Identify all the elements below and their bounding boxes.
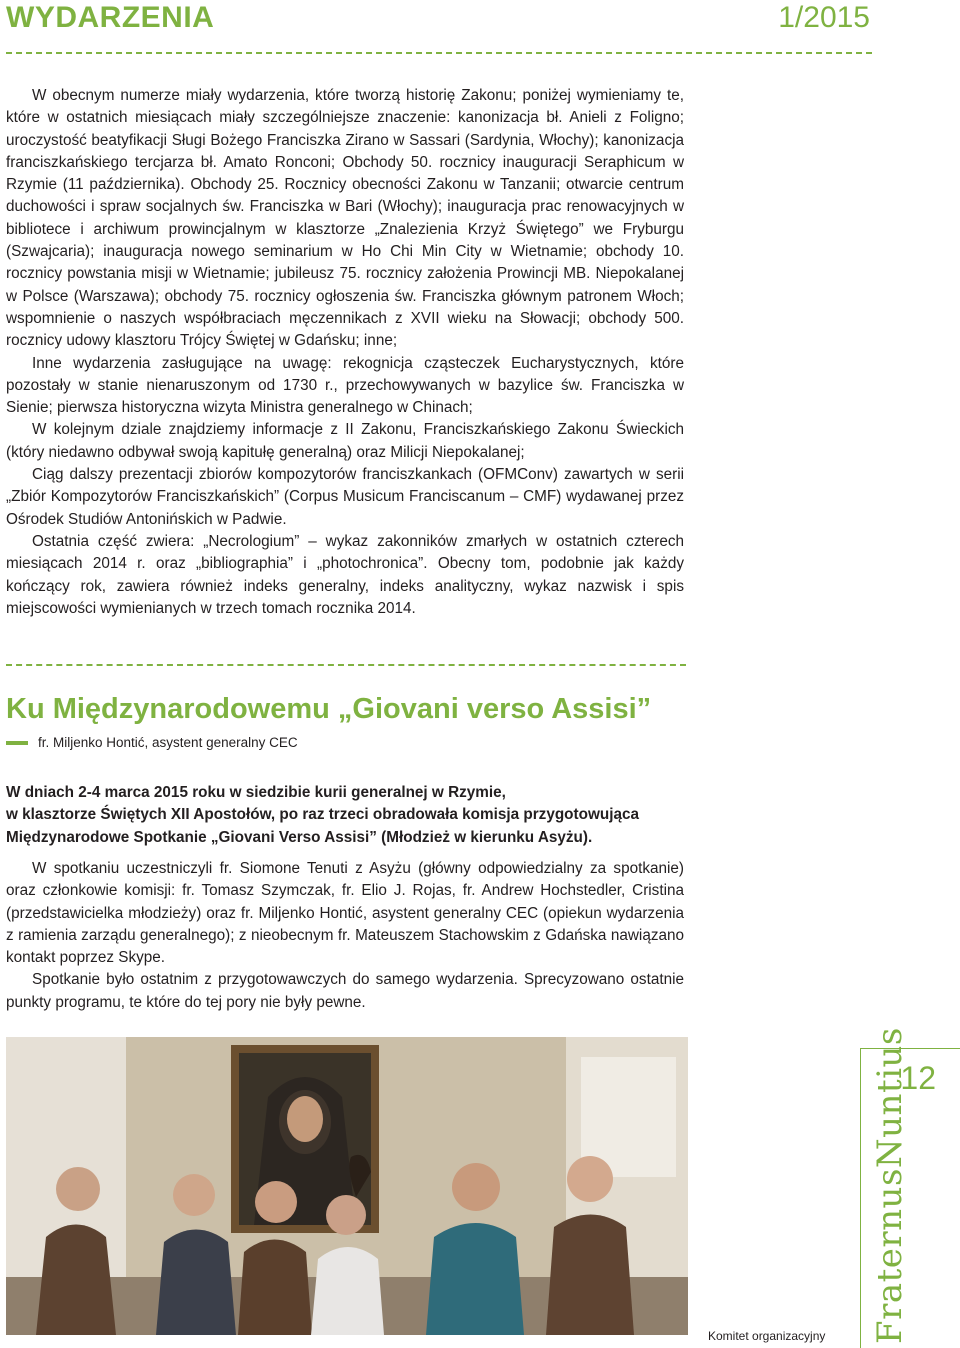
lead-line: Międzynarodowe Spotkanie „Giovani Verso Assisi” (Młodzież w kierunku Asyżu).: [6, 828, 593, 846]
intro-paragraph: Ciąg dalszy prezentacji zbiorów kompozytorów franciszkankach (OFMConv) zawartych w serii „Zbiór Kompozytorów Franciszkańskich” (Corpus Musicum Franciscanum – CMF) wydawanej przez Ośrodek Studiów Antonińskich w Padwie.: [6, 466, 684, 528]
article-paragraph: Spotkanie było ostatnim z przygotowawczych do samego wydarzenia. Sprecyzowano ostatnie punkty programu, te które do tej pory nie były pewne.: [6, 971, 684, 1011]
magazine-title-part1: Fraternus: [870, 1168, 910, 1344]
article-paragraph: W spotkaniu uczestniczyli fr. Siomone Tenuti z Asyżu (główny odpowiedzialny za spotkanie) oraz członkowie komisji: fr. Tomasz Szymczak, fr. Elio J. Rojas, fr. Andrew Hochstedler, Cristina (przedstawicielka młodzieży) oraz fr. Miljenko Hontić, asystent generalny CEC (opiekun wydarzenia z ramienia zarządu generalnego); z nieobecnym fr. Mateuszem Stachowskim z Gdańska nawiązano kontakt poprzez Skype.: [6, 860, 684, 967]
top-divider: [6, 52, 872, 54]
lead-line: W dniach 2-4 marca 2015 roku w siedzibie kurii generalnej w Rzymie,: [6, 784, 506, 801]
intro-paragraph: W obecnym numerze miały wydarzenia, które tworzą historię Zakonu; poniżej wymieniamy te, które w ostatnich miesiącach miały szczególniejsze znaczenie: kanonizacja bł. Anieli z Foligno; uroczystość beatyfikacji Sługi Bożego Franciszka Zirano w Sassari (Sardynia, Włochy); kanonizacja franciszkańskiego tercjarza bł. Amato Ronconi; Obchody 50. rocznicy inauguracji Seraphicum w Rzymie (11 października). Obchody 25. Rocznicy obecności Zakonu w Tanzanii; otwarcie centrum duchowości i spraw socjalnych św. Franciszka w Bari (Włochy); inauguracja prac renowacyjnych w bibliotece i archiwum prowincjalnym w klasztorze „Znalezienia Krzyż Świętego” we Fryburgu (Szwajcaria); inauguracja nowego seminarium w Ho Chi Min City w Wietnamie; obchody 10. rocznicy powstania misji w Wietnamie; jubileusz 75. rocznicy założenia Prowincji MB. Niepokalanej w Polsce (Warszawa); obchody 75. rocznicy ogłoszenia św. Franciszka głównym patronem Włoch; wspomnienie o naszych współbraciach męczennikach z XVII wieku na Słowacji; obchody 500. rocznicy udowy klasztoru Trójcy Świętej w Gdańsku; inne;: [6, 87, 684, 350]
section-divider: [6, 664, 686, 666]
article-body: [6, 858, 684, 1014]
intro-paragraph: W kolejnym dziale znajdziemy informacje z II Zakonu, Franciszkańskiego Zakonu Świeckich (który niedawno odbywał swoją kapitułę generalną) oraz Milicji Niepokalanej;: [6, 421, 684, 461]
issue-number: 1/2015: [778, 1, 870, 34]
article-byline: fr. Miljenko Hontić, asystent generalny CEC: [38, 735, 298, 750]
page-number: 12: [900, 1060, 936, 1096]
sidebar-rule-vertical: [860, 1048, 861, 1348]
group-photo: [6, 1037, 688, 1335]
section-title: WYDARZENIA: [6, 1, 215, 34]
magazine-title-part2: Nuntius: [870, 1027, 910, 1169]
intro-text: [6, 85, 684, 620]
intro-paragraph: Inne wydarzenia zasługujące na uwagę: rekognicja cząsteczek Eucharystycznych, które pozostały w stanie nienaruszonym od 1730 r., przechowywanych w bazylice św. Franciszka w Sienie; pierwsza historyczna wizyta Ministra generalnego w Chinach;: [6, 354, 684, 417]
photo-caption: Komitet organizacyjny: [708, 1329, 826, 1343]
article-title: Ku Międzynarodowemu „Giovani verso Assisi”: [6, 693, 652, 725]
byline-marker: [6, 741, 28, 745]
magazine-title: [872, 1027, 908, 1344]
intro-paragraph: Ostatnia część zwiera: „Necrologium” – wykaz zakonników zmarłych w ostatnich czterech miesiącach 2014 r. oraz „bibliographia” i „photochronica”. Obecny tom, podobnie jak każdy kończący rok, zawiera również indeks generalny, indeks analityczny, wykaz nazwisk i spis miejscowości wymienianych w trzech tomach rocznika 2014.: [6, 532, 684, 617]
lead-line: w klasztorze Świętych XII Apostołów, po raz trzeci obradowała komisja przygotowująca: [6, 806, 639, 824]
article-lead: [6, 782, 696, 849]
